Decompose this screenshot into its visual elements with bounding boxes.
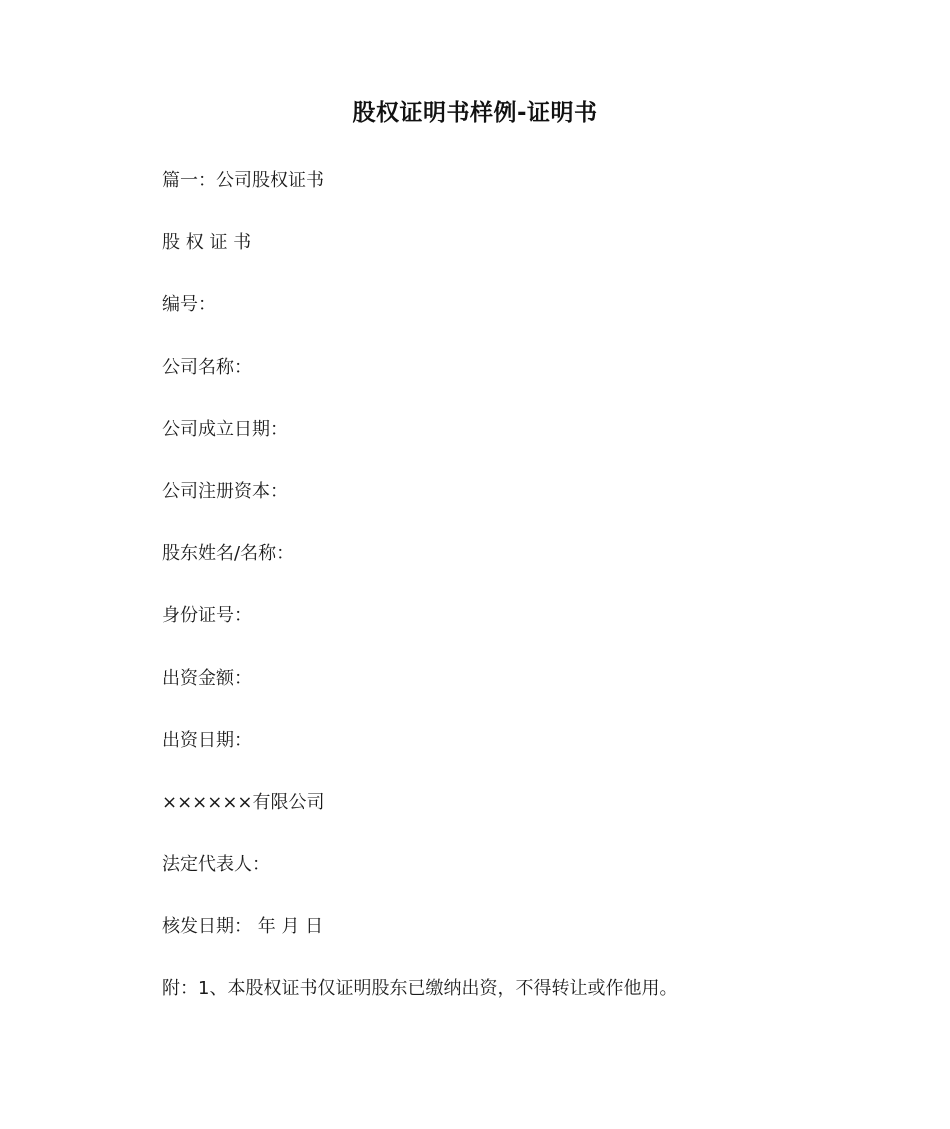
field-number: 编号： <box>162 294 216 316</box>
field-issue-date: 核发日期： 年 月 日 <box>162 916 324 938</box>
field-id-number: 身份证号： <box>162 605 252 627</box>
field-contribution-date: 出资日期： <box>162 729 252 751</box>
document-title: 股权证明书样例-证明书 <box>352 100 598 126</box>
certificate-heading: 股 权 证 书 <box>162 232 252 254</box>
field-shareholder-name: 股东姓名/名称： <box>162 543 295 565</box>
section-heading: 篇一：公司股权证书 <box>162 170 324 191</box>
field-company-name: 公司名称： <box>162 356 252 378</box>
field-contribution-amount: 出资金额： <box>162 667 252 689</box>
appendix-note: 附：1、本股权证书仅证明股东已缴纳出资，不得转让或作他用。 <box>162 978 678 1000</box>
issuing-company: ××××××有限公司 <box>162 791 325 813</box>
document-body <box>162 168 862 1039</box>
field-established-date: 公司成立日期： <box>162 418 288 440</box>
field-legal-representative: 法定代表人： <box>162 854 270 876</box>
field-registered-capital: 公司注册资本： <box>162 480 288 502</box>
